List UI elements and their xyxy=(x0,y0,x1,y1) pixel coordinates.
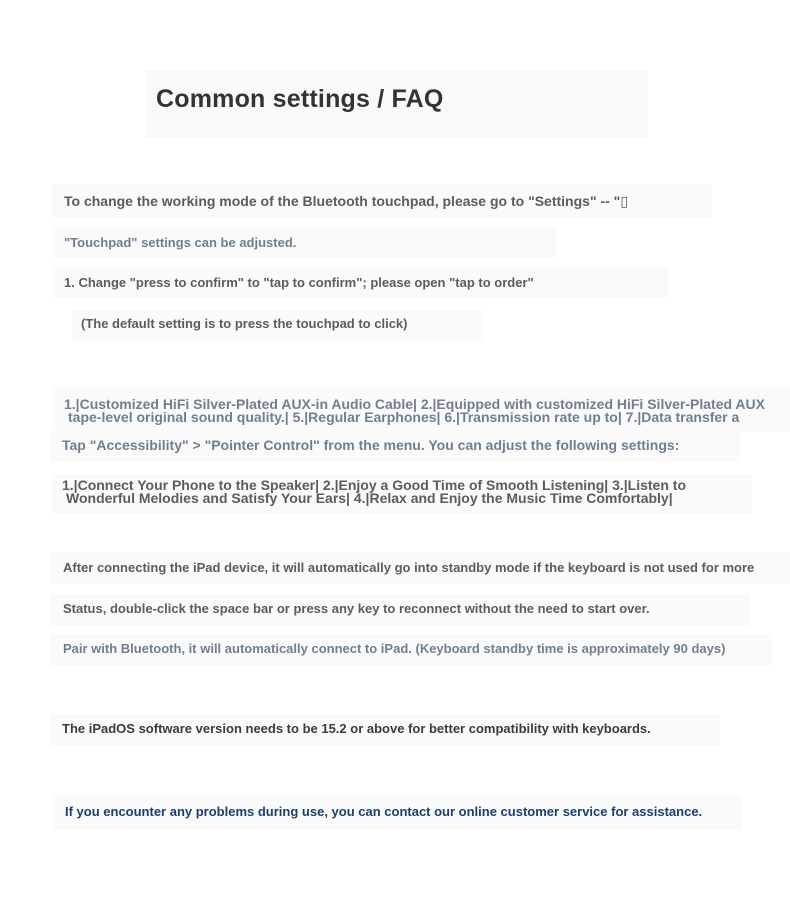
product-features-listening-line-2: Wonderful Melodies and Satisfy Your Ears| 4.|Relax and Enjoy the Music Time Comfortably| xyxy=(66,490,673,506)
faq-reconnect: Status, double-click the space bar or press any key to reconnect without the need to start over. xyxy=(63,601,650,616)
product-features-listening-line-1: 1.|Connect Your Phone to the Speaker| 2.|Enjoy a Good Time of Smooth Listening| 3.|Listen to xyxy=(62,477,686,493)
product-features-audio-line-2: tape-level original sound quality.| 5.|Regular Earphones| 6.|Transmission rate up to| 7.|Data transfer a xyxy=(68,409,740,425)
product-features-audio xyxy=(64,398,765,424)
instruction-accessibility: Tap "Accessibility" > "Pointer Control" from the menu. You can adjust the following settings: xyxy=(62,437,680,453)
instruction-default-setting: (The default setting is to press the touchpad to click) xyxy=(81,316,408,331)
product-features-listening xyxy=(62,479,686,505)
faq-standby-time: Pair with Bluetooth, it will automatically connect to iPad. (Keyboard standby time is approximately 90 days) xyxy=(63,641,726,656)
instruction-tap-to-confirm: 1. Change "press to confirm" to "tap to confirm"; please open "tap to order" xyxy=(64,275,534,290)
faq-customer-service: If you encounter any problems during use, you can contact our online customer service for assistance. xyxy=(65,804,703,819)
instruction-settings-path: To change the working mode of the Bluetooth touchpad, please go to "Settings" -- "▯ xyxy=(64,193,629,209)
product-features-audio-line-1: 1.|Customized HiFi Silver-Plated AUX-in Audio Cable| 2.|Equipped with customized HiFi Silver-Plated AUX xyxy=(64,396,765,412)
faq-ipados-version: The iPadOS software version needs to be 15.2 or above for better compatibility with keyboards. xyxy=(62,721,651,736)
faq-standby-mode: After connecting the iPad device, it will automatically go into standby mode if the keyboard is not used for more xyxy=(63,560,755,575)
page-title: Common settings / FAQ xyxy=(156,85,444,113)
instruction-touchpad-settings: "Touchpad" settings can be adjusted. xyxy=(64,235,297,250)
